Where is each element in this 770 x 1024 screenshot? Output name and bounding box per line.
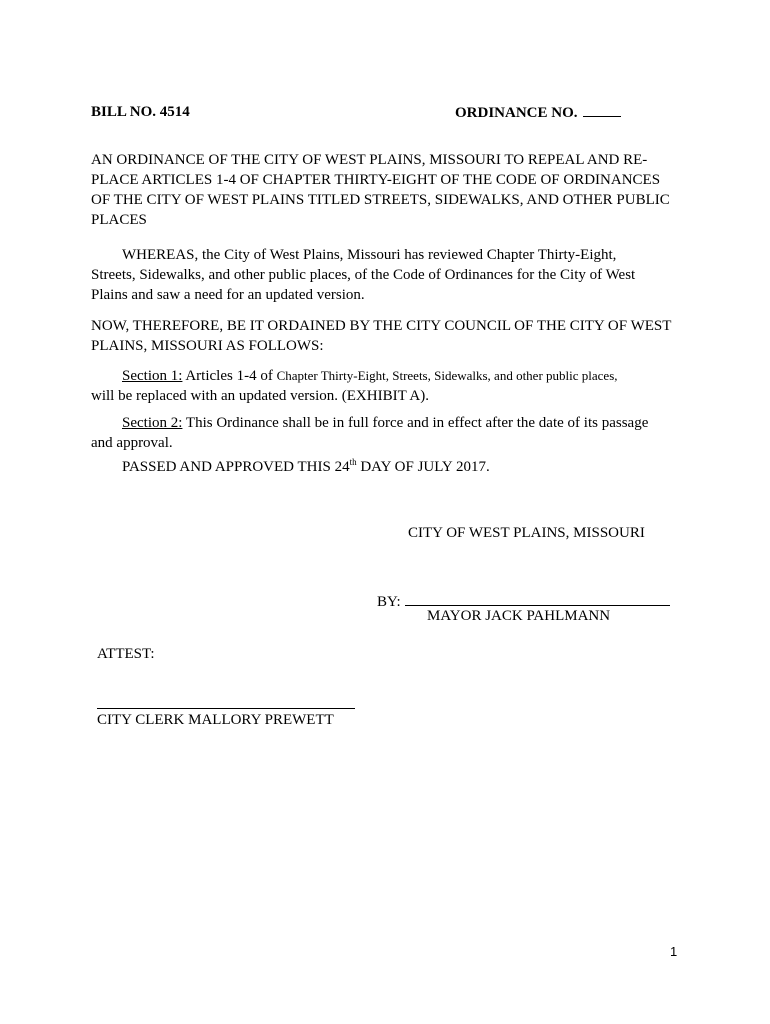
whereas-line: Streets, Sidewalks, and other public places, of the Code of Ordinances for the City of West xyxy=(91,267,636,283)
section-1-line: will be replaced with an updated version. (EXHIBIT A). xyxy=(91,388,429,404)
section-2-text: This Ordinance shall be in full force and in effect after the date of its passage xyxy=(182,415,649,431)
now-therefore-line: PLAINS, MISSOURI AS FOLLOWS: xyxy=(91,338,324,354)
section-1-text: Articles 1-4 of xyxy=(182,368,277,384)
section-2-line xyxy=(91,413,691,433)
clerk-signature-line xyxy=(97,707,355,709)
ordinance-number xyxy=(455,104,621,122)
whereas-line: Plains and saw a need for an updated version. xyxy=(91,287,365,303)
city-name: CITY OF WEST PLAINS, MISSOURI xyxy=(408,525,645,541)
whereas-line: WHEREAS, the City of West Plains, Missouri has reviewed Chapter Thirty-Eight, xyxy=(122,247,617,263)
by-label: BY: xyxy=(377,594,401,610)
title-line: PLACES xyxy=(91,212,147,228)
bill-number: BILL NO. 4514 xyxy=(91,104,190,120)
section-1-text-small: Chapter Thirty-Eight, Streets, Sidewalks, and other public places, xyxy=(276,368,618,383)
ordinance-title xyxy=(91,150,691,230)
attest-label: ATTEST: xyxy=(97,646,155,662)
title-line: PLACE ARTICLES 1-4 OF CHAPTER THIRTY-EIGHT OF THE CODE OF ORDINANCES xyxy=(91,172,661,188)
section-1-paragraph xyxy=(91,366,691,406)
title-line: OF THE CITY OF WEST PLAINS TITLED STREETS, SIDEWALKS, AND OTHER PUBLIC xyxy=(91,192,670,208)
ordinance-number-label: ORDINANCE NO. xyxy=(455,105,578,121)
section-2-line: and approval. xyxy=(91,435,173,451)
now-therefore-paragraph xyxy=(91,316,691,356)
section-2-label: Section 2: xyxy=(122,415,183,431)
section-1-line xyxy=(91,366,691,386)
passed-suffix: DAY OF JULY 2017. xyxy=(356,459,490,475)
clerk-name: CITY CLERK MALLORY PREWETT xyxy=(97,712,334,728)
passed-approved xyxy=(122,459,490,476)
ordinance-number-blank xyxy=(583,104,621,117)
mayor-name: MAYOR JACK PAHLMANN xyxy=(427,608,611,624)
section-1-label: Section 1: xyxy=(122,368,183,384)
whereas-paragraph xyxy=(91,245,691,305)
mayor-signature-line xyxy=(405,591,670,606)
passed-prefix: PASSED AND APPROVED THIS 24 xyxy=(122,459,350,475)
page-number: 1 xyxy=(670,944,678,959)
section-2-paragraph xyxy=(91,413,691,453)
title-line: AN ORDINANCE OF THE CITY OF WEST PLAINS, MISSOURI TO REPEAL AND RE- xyxy=(91,152,648,168)
passed-sup: th xyxy=(349,457,357,467)
now-therefore-line: NOW, THEREFORE, BE IT ORDAINED BY THE CITY COUNCIL OF THE CITY OF WEST xyxy=(91,318,672,334)
